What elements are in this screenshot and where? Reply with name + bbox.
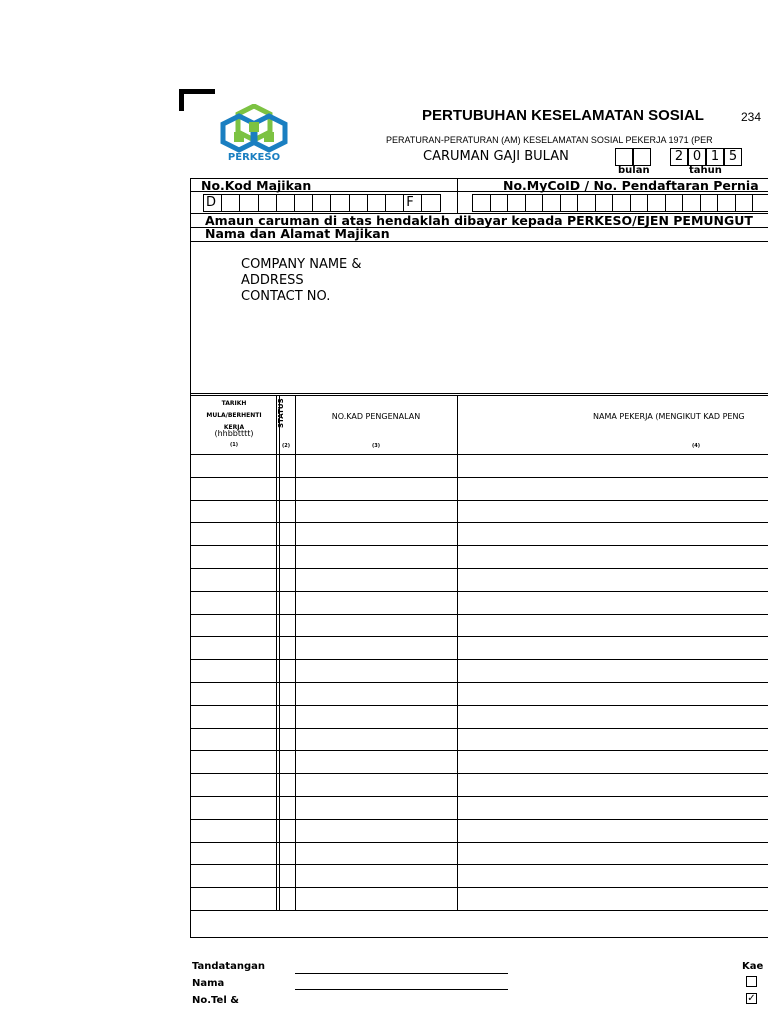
kod-majikan-box[interactable] xyxy=(294,194,313,212)
divider xyxy=(190,910,768,911)
col-name-num: (4) xyxy=(692,443,701,449)
table-row[interactable] xyxy=(190,773,768,774)
kod-majikan-box[interactable]: F xyxy=(403,194,422,212)
mycoid-box[interactable] xyxy=(630,194,649,212)
col-tarikh-line: TARIKH xyxy=(221,400,247,407)
company-line: ADDRESS xyxy=(241,273,304,288)
table-row[interactable] xyxy=(190,522,768,523)
mycoid-box[interactable] xyxy=(647,194,666,212)
kaedah-label: Kae xyxy=(742,961,764,972)
kod-majikan-box[interactable] xyxy=(349,194,368,212)
table-row[interactable] xyxy=(190,500,768,501)
payment-note: Amaun caruman di atas hendaklah dibayar kepada PERKESO/EJEN PEMUNGUT xyxy=(205,213,753,228)
year-digit-2[interactable]: 0 xyxy=(688,148,706,166)
year-digit-4[interactable]: 5 xyxy=(724,148,742,166)
table-row[interactable] xyxy=(190,568,768,569)
year-digit-3[interactable]: 1 xyxy=(706,148,724,166)
mycoid-box[interactable] xyxy=(682,194,701,212)
month-digit-2[interactable] xyxy=(633,148,651,166)
kod-majikan-box[interactable] xyxy=(385,194,404,212)
caruman-label: CARUMAN GAJI BULAN xyxy=(423,149,569,164)
table-column-divider xyxy=(295,395,296,910)
divider xyxy=(190,393,768,394)
mycoid-box[interactable] xyxy=(735,194,754,212)
kod-majikan-box[interactable] xyxy=(239,194,258,212)
nama-line[interactable] xyxy=(295,989,508,990)
kod-majikan-label: No.Kod Majikan xyxy=(201,178,312,193)
table-row[interactable] xyxy=(190,750,768,751)
table-row[interactable] xyxy=(190,614,768,615)
col-tarikh-line: MULA/BERHENTI xyxy=(206,412,262,419)
kod-majikan-box[interactable]: D xyxy=(203,194,222,212)
table-row[interactable] xyxy=(190,728,768,729)
mycoid-box[interactable] xyxy=(577,194,596,212)
kod-majikan-box[interactable] xyxy=(421,194,440,212)
table-row[interactable] xyxy=(190,864,768,865)
mycoid-label: No.MyCoID / No. Pendaftaran Pernia xyxy=(503,178,759,193)
address-label: Nama dan Alamat Majikan xyxy=(205,226,390,241)
kod-majikan-box[interactable] xyxy=(367,194,386,212)
table-row[interactable] xyxy=(190,819,768,820)
mycoid-box[interactable] xyxy=(752,194,768,212)
page-title: PERTUBUHAN KESELAMATAN SOSIAL xyxy=(422,107,704,124)
company-line: COMPANY NAME & xyxy=(241,257,362,272)
table-row[interactable] xyxy=(190,887,768,888)
month-digit-1[interactable] xyxy=(615,148,633,166)
divider xyxy=(190,241,768,242)
year-digit-1[interactable]: 2 xyxy=(670,148,688,166)
company-line: CONTACT NO. xyxy=(241,289,331,304)
divider xyxy=(457,178,458,213)
mycoid-box[interactable] xyxy=(507,194,526,212)
table-row[interactable] xyxy=(190,545,768,546)
table-header-divider xyxy=(190,454,768,455)
table-column-divider xyxy=(276,395,277,910)
kod-majikan-box[interactable] xyxy=(330,194,349,212)
mycoid-box[interactable] xyxy=(525,194,544,212)
table-column-divider xyxy=(279,395,280,910)
mycoid-box[interactable] xyxy=(665,194,684,212)
mycoid-box[interactable] xyxy=(717,194,736,212)
kod-majikan-box[interactable] xyxy=(312,194,331,212)
mycoid-box[interactable] xyxy=(560,194,579,212)
corner-mark xyxy=(179,89,215,111)
kod-majikan-box[interactable] xyxy=(221,194,240,212)
mycoid-box[interactable] xyxy=(700,194,719,212)
table-row[interactable] xyxy=(190,705,768,706)
company-address-block xyxy=(241,257,362,305)
table-row[interactable] xyxy=(190,636,768,637)
kod-majikan-box[interactable] xyxy=(276,194,295,212)
col-status-num: (2) xyxy=(281,443,291,449)
nama-label: Nama xyxy=(192,978,225,989)
mycoid-box[interactable] xyxy=(542,194,561,212)
tandatangan-line[interactable] xyxy=(295,973,508,974)
col-tarikh-num: (1) xyxy=(229,442,239,448)
table-row[interactable] xyxy=(190,682,768,683)
table-row[interactable] xyxy=(190,477,768,478)
tahun-label: tahun xyxy=(689,165,722,176)
tandatangan-label: Tandatangan xyxy=(192,961,265,972)
col-status-header: STATUS xyxy=(277,398,285,428)
mycoid-box[interactable] xyxy=(612,194,631,212)
mycoid-box[interactable] xyxy=(490,194,509,212)
form-number: 234 xyxy=(741,110,762,124)
table-row[interactable] xyxy=(190,659,768,660)
table-row[interactable] xyxy=(190,796,768,797)
col-ic-num: (3) xyxy=(371,443,381,449)
col-name-header: NAMA PEKERJA (MENGIKUT KAD PENG xyxy=(593,412,745,421)
option-checkbox-1[interactable] xyxy=(746,976,757,987)
option-checkbox-2[interactable]: ✓ xyxy=(747,993,756,1004)
kod-majikan-box[interactable] xyxy=(258,194,277,212)
bulan-label: bulan xyxy=(618,165,650,176)
table-row[interactable] xyxy=(190,591,768,592)
col-ic-header: NO.KAD PENGENALAN xyxy=(331,412,421,421)
col-tarikh-format: (hhbbtttt) xyxy=(214,429,254,438)
mycoid-box[interactable] xyxy=(595,194,614,212)
table-row[interactable] xyxy=(190,842,768,843)
regulation-text: PERATURAN-PERATURAN (AM) KESELAMATAN SOSIAL PEKERJA 1971 (PER xyxy=(386,135,713,145)
logo-text: PERKESO xyxy=(227,152,281,163)
mycoid-box[interactable] xyxy=(472,194,491,212)
col-tarikh-line: KERJA xyxy=(223,424,245,431)
perkeso-logo xyxy=(218,104,290,166)
table-column-divider xyxy=(457,395,458,910)
notel-label: No.Tel & xyxy=(192,995,239,1006)
